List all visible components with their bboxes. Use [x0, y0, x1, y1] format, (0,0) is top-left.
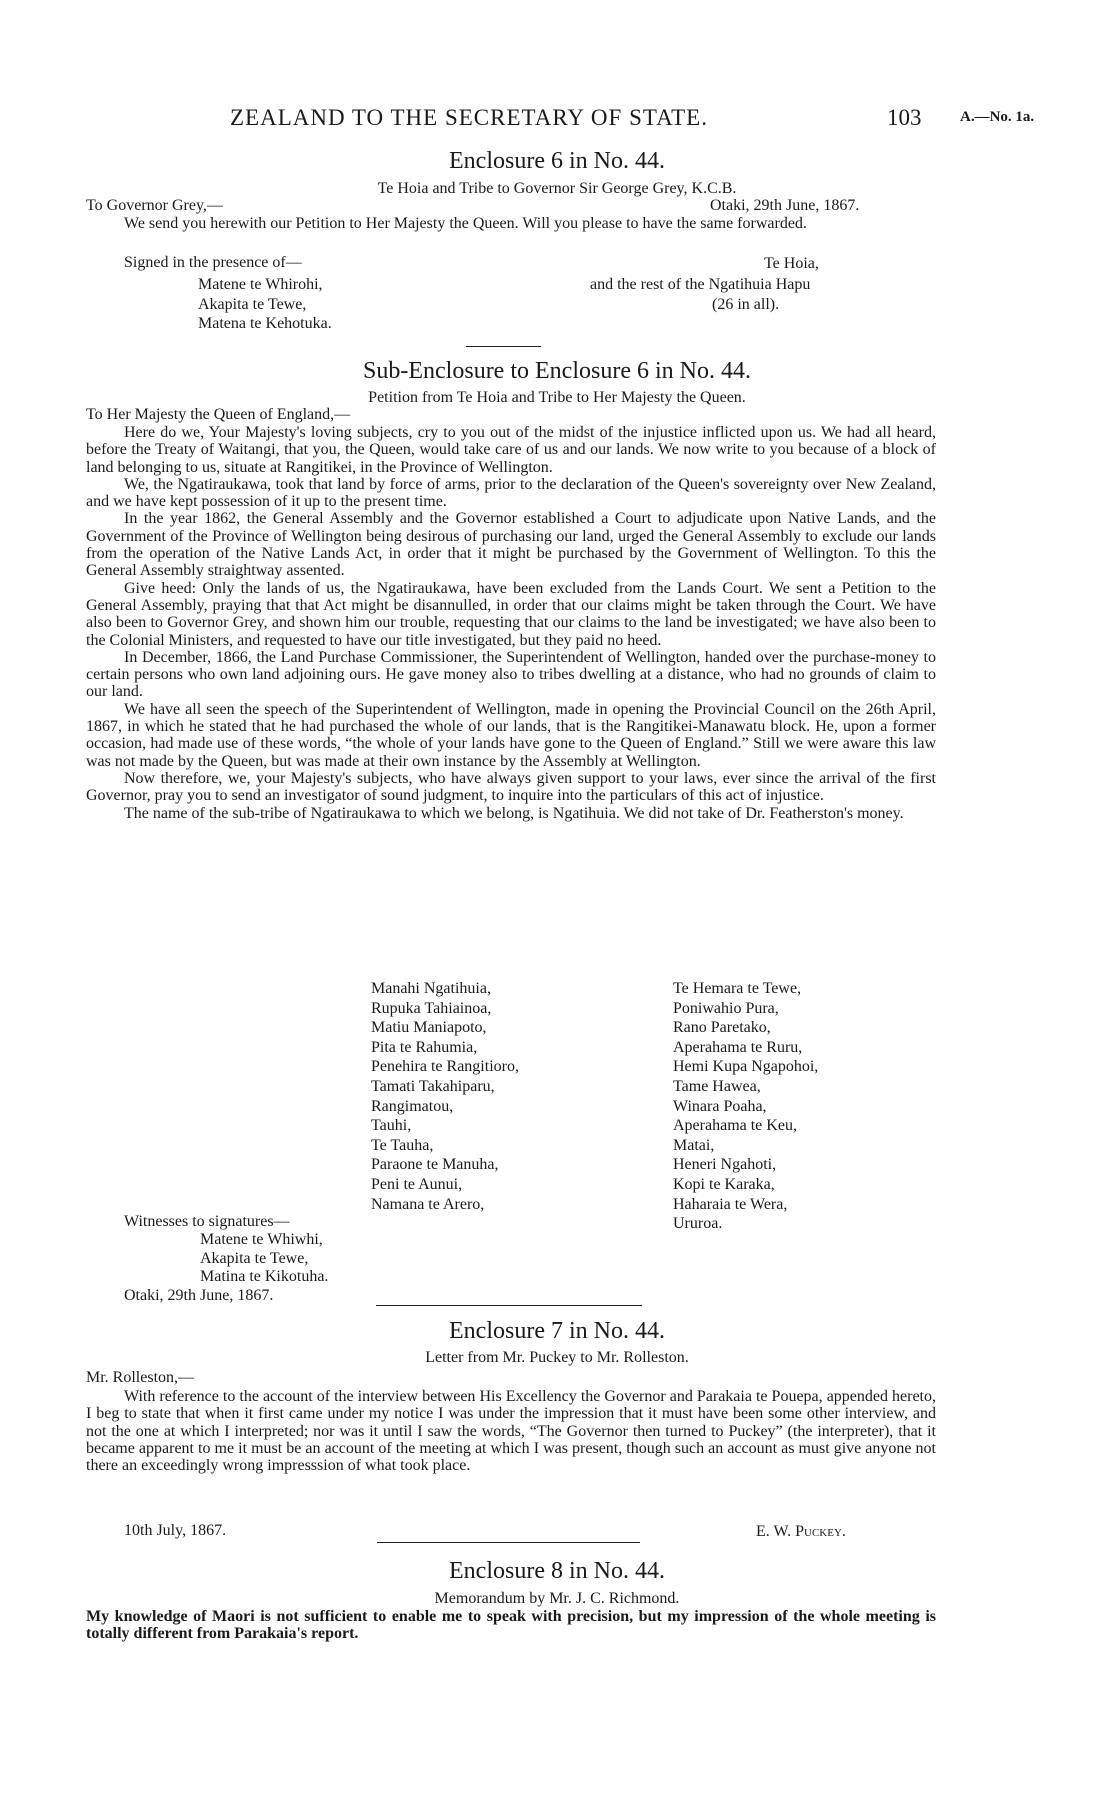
witness-name: Matene te Whirohi,	[198, 276, 323, 293]
petition-witnesses	[200, 1231, 328, 1287]
witness-name: Matina te Kikotuha.	[200, 1268, 329, 1285]
signatory-name: Haharaia te Wera,	[673, 1195, 788, 1213]
enclosure-7-body	[86, 1388, 936, 1474]
signatory-name: Aperahama te Ruru,	[673, 1038, 803, 1056]
petition-paragraph: We have all seen the speech of the Superintendent of Wellington, made in opening the Provincial Council on the 26th April, 1867, in which he stated that he had purchased the whole of our lands, that is the Rangitikei-Manawatu block. He, upon a former occasion, had made use of these words, “the whole of your lands have gone to the Queen of England.” Still we were aware this law was not made by the Queen, but was made at their own instance by the Assembly at Wellington.	[86, 700, 936, 770]
page-number: 103	[887, 105, 922, 130]
signatory-name: Rupuka Tahiainoa,	[371, 999, 492, 1017]
signatory-name: Tamati Takahiparu,	[371, 1077, 495, 1095]
signatory-name: Ururoa.	[673, 1215, 723, 1233]
petition-paragraph: We, the Ngatiraukawa, took that land by force of arms, prior to the declaration of the Queen's sovereignty over New Zealand, and we have kept possession of it up to the present time.	[86, 475, 936, 511]
paper-reference: A.—No. 1a.	[960, 109, 1035, 125]
enclosure-6-body	[86, 215, 936, 233]
petition-body	[86, 424, 936, 822]
signatory-name: Te Tauha,	[371, 1136, 434, 1154]
signed-in-presence: Signed in the presence of—	[124, 254, 302, 271]
signatory-name: Manahi Ngatihuia,	[371, 980, 491, 997]
signatory-name: Hemi Kupa Ngapohoi,	[673, 1058, 819, 1076]
enclosure-6-salutation: To Governor Grey,—	[86, 197, 223, 214]
enclosure-6-witnesses	[198, 275, 332, 334]
witness-name: Matena te Kehotuka.	[198, 315, 332, 333]
enclosure-8-paragraph: My knowledge of Maori is not sufficient to enable me to speak with precision, but my impression of the whole meeting is totally different from Parakaia's report.	[86, 1608, 936, 1643]
enclosure-8-body	[86, 1608, 936, 1643]
section-divider	[377, 1542, 640, 1543]
signatory-name: Tauhi,	[371, 1117, 412, 1135]
petition-paragraph: Here do we, Your Majesty's loving subjects, cry to you out of the midst of the injustice inflicted upon us. We had all heard, before the Treaty of Waitangi, that you, the Queen, would take care of us and our lands. We now write to you because of a block of land belonging to us, situate at Rangitikei, in the Province of Wellington.	[86, 424, 936, 476]
enclosure-6-place-date: Otaki, 29th June, 1867.	[710, 197, 860, 214]
enclosure-6-subtitle: Te Hoia and Tribe to Governor Sir George Grey, K.C.B.	[377, 180, 737, 197]
enclosure-7-subtitle: Letter from Mr. Puckey to Mr. Rolleston.	[425, 1349, 689, 1366]
enclosure-8-title: Enclosure 8 in No. 44.	[449, 1558, 665, 1584]
section-divider	[466, 346, 541, 347]
signatory-name: Poniwahio Pura,	[673, 999, 779, 1017]
signatory-name: Rangimatou,	[371, 1097, 454, 1115]
petition-place-date: Otaki, 29th June, 1867.	[124, 1287, 274, 1304]
signatory-name: Namana te Arero,	[371, 1195, 485, 1213]
petition-paragraph: In the year 1862, the General Assembly and the Governor established a Court to adjudicate upon Native Lands, and the Government of the Province of Wellington being desirous of purchasing our land, urged the General Assembly to exclude our lands from the operation of the Native Lands Act, in order that it might be purchased by the Government of Wellington. To this the General Assembly straightway assented.	[86, 510, 936, 580]
enclosure-7-date: 10th July, 1867.	[124, 1522, 227, 1539]
signatory-name: Tame Hawea,	[673, 1077, 761, 1095]
enclosure-7-paragraph: With reference to the account of the interview between His Excellency the Governor and Parakaia te Pouepa, appended hereto, I beg to state that when it first came under my notice I was under the impression that it must have been some other interview, and not the one at which I interpreted; nor was it until I saw the words, “The Governor then turned to Puckey” (the interpreter), that it became apparent to me it must be an account of the meeting at which I was present, though such an account as must give anyone not there an exceedingly wrong impresssion of what took place.	[86, 1388, 936, 1475]
witness-name: Matene te Whiwhi,	[200, 1231, 323, 1248]
section-divider	[376, 1305, 642, 1306]
enclosure-7-salutation: Mr. Rolleston,—	[86, 1369, 195, 1386]
signatories-column-2	[673, 979, 818, 1234]
signatory-name: Aperahama te Keu,	[673, 1117, 797, 1135]
enclosure-6-title: Enclosure 6 in No. 44.	[449, 148, 665, 174]
witness-name: Akapita te Tewe,	[200, 1249, 309, 1267]
witness-name: Akapita te Tewe,	[198, 295, 307, 313]
running-header: ZEALAND TO THE SECRETARY OF STATE.	[230, 105, 708, 130]
sub-enclosure-title: Sub-Enclosure to Enclosure 6 in No. 44.	[363, 358, 751, 384]
petition-paragraph: Now therefore, we, your Majesty's subjects, who have always given support to your laws, ever since the arrival of the first Governor, pray you to send an investigator of sound judgment, to inquire into the particulars of this act of injustice.	[86, 769, 936, 805]
enclosure-7-title: Enclosure 7 in No. 44.	[449, 1318, 665, 1344]
signatory-name: Winara Poaha,	[673, 1097, 767, 1115]
sub-enclosure-salutation: To Her Majesty the Queen of England,—	[86, 406, 351, 423]
petition-paragraph: Give heed: Only the lands of us, the Ngatiraukawa, have been excluded from the Lands Court. We sent a Petition to the General Assembly, praying that that Act might be disannulled, in order that our claims might be taken through the Court. We have also been to Governor Grey, and shown him our trouble, requesting that our claims to the land be investigated; we have also been to the Colonial Ministers, and requested to have our title investigated, but they paid no heed.	[86, 579, 936, 649]
petition-paragraph: In December, 1866, the Land Purchase Commissioner, the Superintendent of Wellington, handed over the purchase-money to certain persons who own land adjoining ours. He gave money also to tribes dwelling at a distance, who had no grounds of claim to our land.	[86, 648, 936, 701]
signatories-column-1	[371, 979, 519, 1214]
sub-enclosure-subtitle: Petition from Te Hoia and Tribe to Her Majesty the Queen.	[368, 389, 746, 406]
enclosure-7-signature: E. W. Puckey.	[756, 1523, 846, 1540]
signatory-name: Paraone te Manuha,	[371, 1156, 499, 1174]
signatory-name: Te Hemara te Tewe,	[673, 980, 802, 997]
signatory-name: Penehira te Rangitioro,	[371, 1058, 519, 1076]
signatory-name: Heneri Ngahoti,	[673, 1156, 777, 1174]
enclosure-8-subtitle: Memorandum by Mr. J. C. Richmond.	[434, 1590, 680, 1607]
signatory-name: Rano Paretako,	[673, 1019, 771, 1037]
signatory-name: Te Hoia,	[764, 255, 819, 272]
signatory-name: Peni te Aunui,	[371, 1175, 463, 1193]
signatory-line-3: (26 in all).	[712, 296, 780, 313]
signatory-name: Matai,	[673, 1136, 715, 1154]
enclosure-6-paragraph: We send you herewith our Petition to Her Majesty the Queen. Will you please to have the same forwarded.	[124, 215, 807, 232]
signatory-name: Pita te Rahumia,	[371, 1038, 478, 1056]
petition-paragraph: The name of the sub-tribe of Ngatiraukawa to which we belong, is Ngatihuia. We did not take of Dr. Featherston's money.	[124, 804, 904, 822]
signatory-line-2: and the rest of the Ngatihuia Hapu	[590, 276, 811, 293]
signatory-name: Kopi te Karaka,	[673, 1175, 775, 1193]
signatory-name: Matiu Maniapoto,	[371, 1019, 487, 1037]
witnesses-label: Witnesses to signatures—	[124, 1213, 290, 1230]
